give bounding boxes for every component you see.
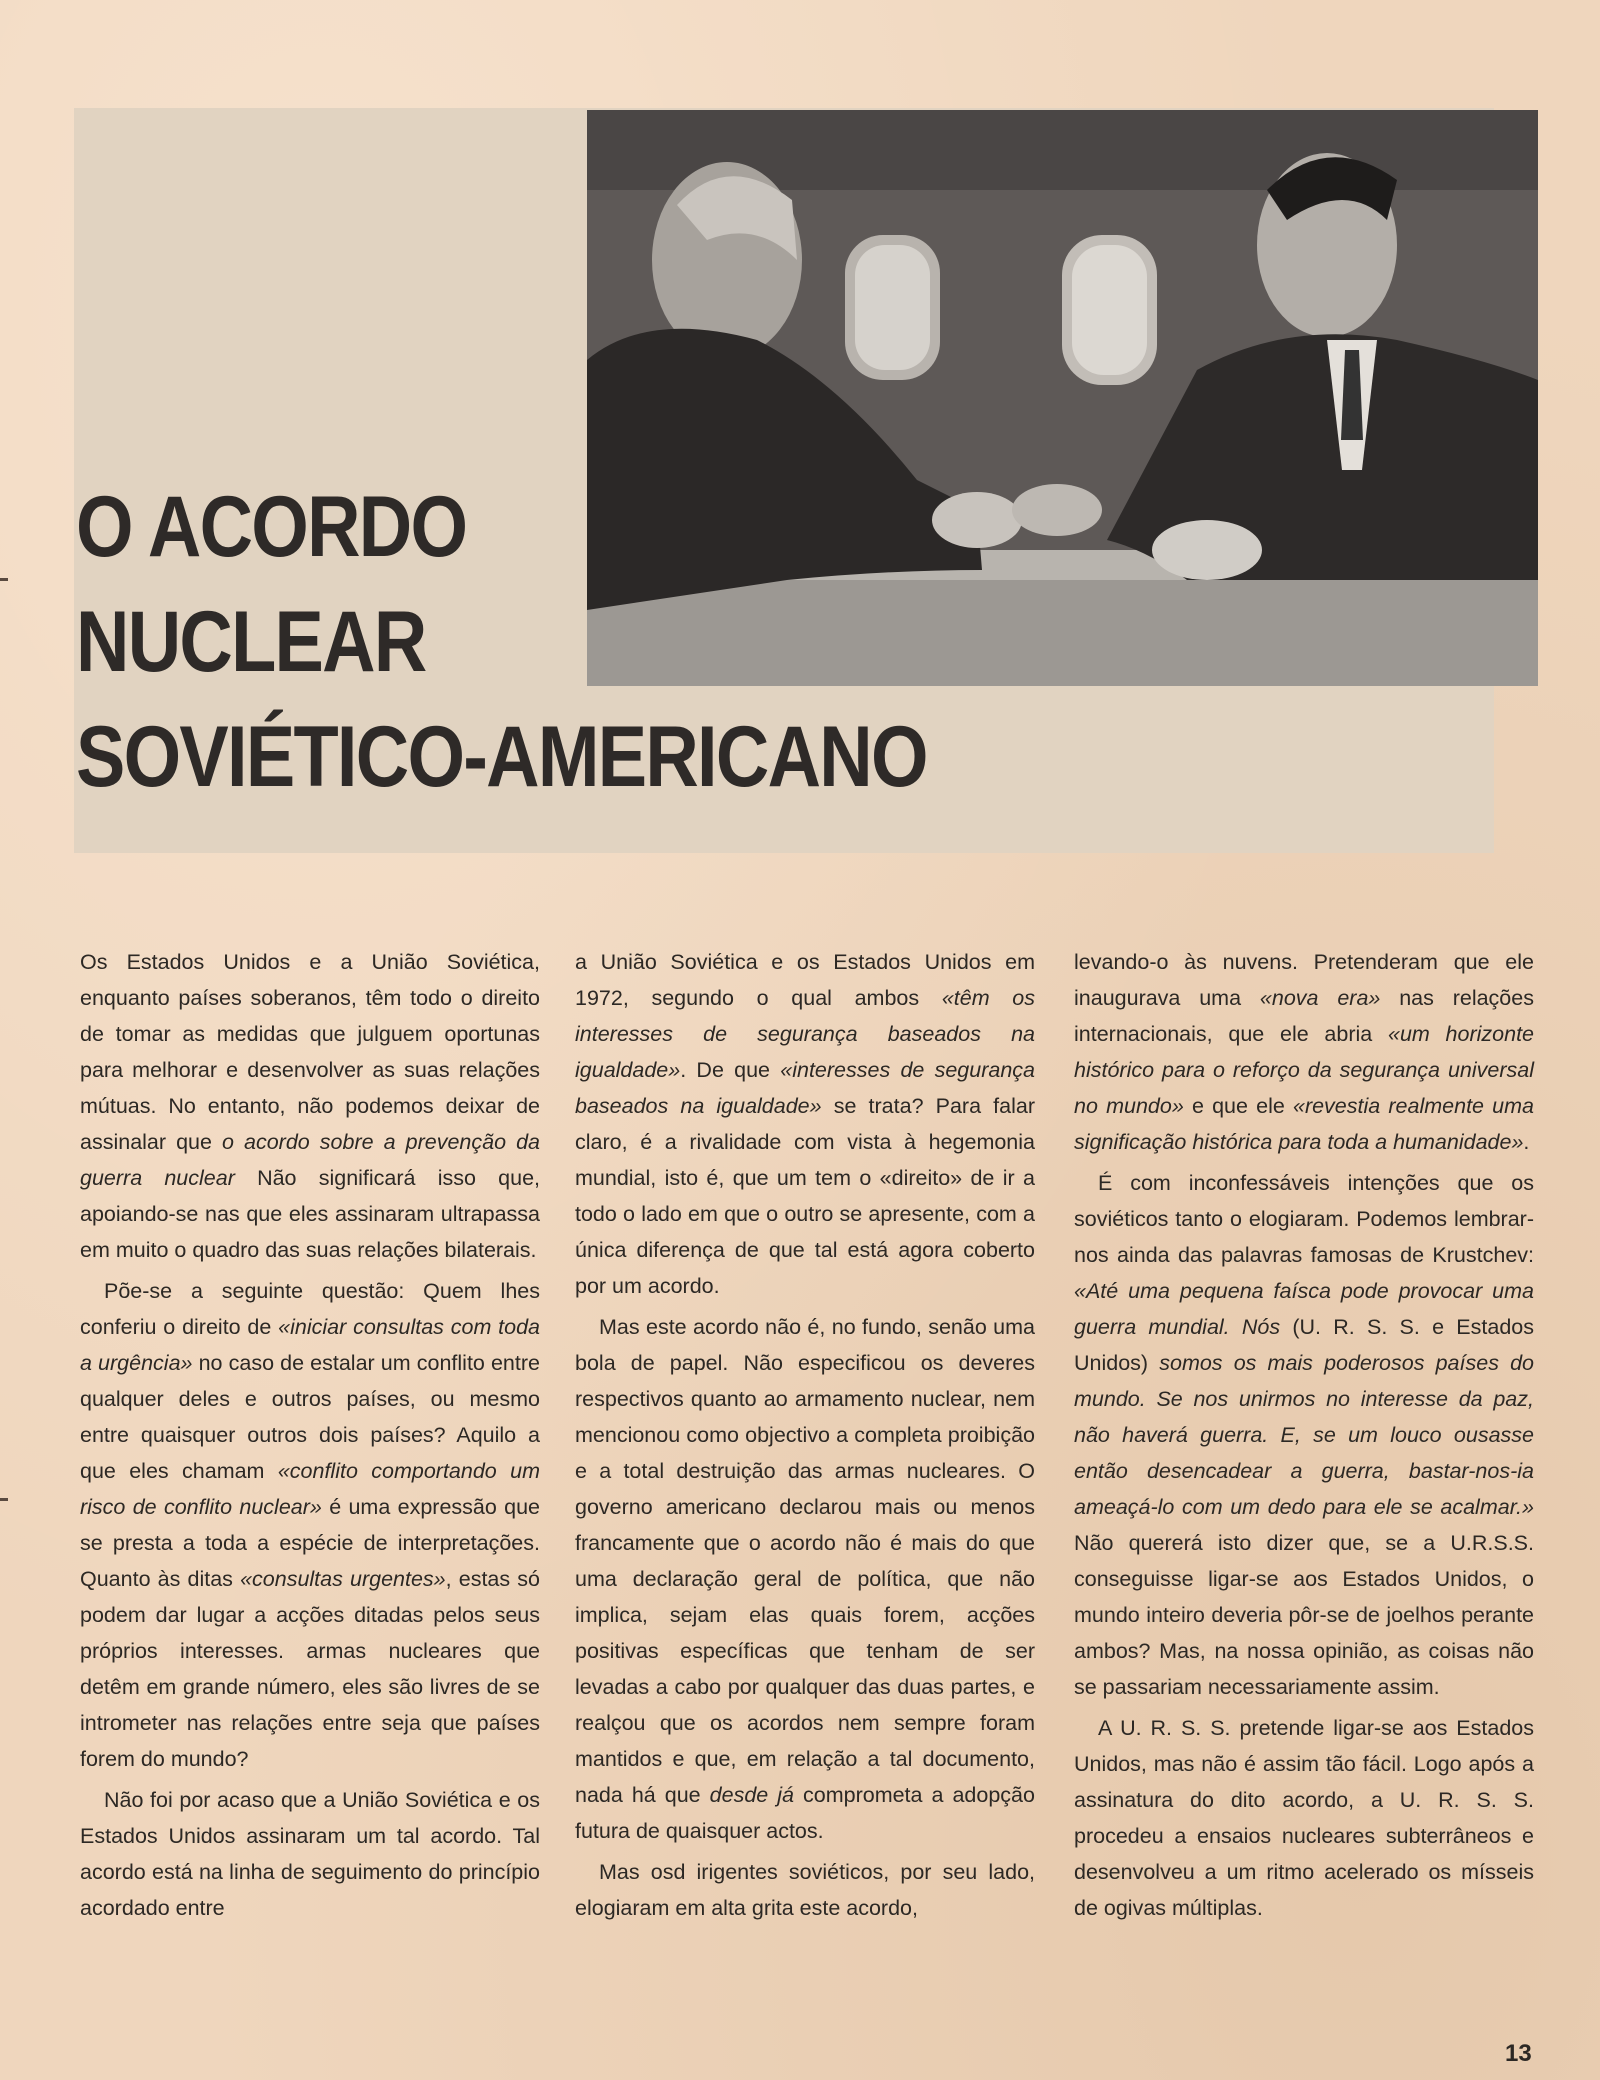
- italic-text: «iniciar consultas com toda a urgência»: [80, 1315, 541, 1375]
- text: levando-o às nuvens. Pretenderam que ele inaugurava uma: [1074, 950, 1534, 1010]
- text: e que ele: [1183, 1094, 1293, 1118]
- paragraph: [1074, 1710, 1534, 1926]
- page-number: 13: [1505, 2040, 1532, 2067]
- italic-text: «têm os interesses de segurança baseados na igualdade»: [575, 986, 1035, 1082]
- text: (U. R. S. S. e Estados Unidos): [1074, 1315, 1534, 1375]
- text: Mas osd irigentes soviéticos, por seu lado, elogiaram em alta grita este acordo,: [575, 1860, 1035, 1920]
- paragraph: [575, 1309, 1035, 1849]
- text: , estas só podem dar lugar a acções ditadas pelos seus próprios interesses. armas nucleares que detêm em grande número, eles são livres de se intrometer nas relações entre seja que países forem do mundo?: [80, 1567, 540, 1771]
- text: Não quererá isto dizer que, se a U.R.S.S. conseguisse ligar-se aos Estados Unidos, o mundo inteiro deveria pôr-se de joelhos perante ambos? Mas, na nossa opinião, as coisas não se passariam necessariamente assim.: [1074, 1531, 1534, 1699]
- text: A U. R. S. S. pretende ligar-se aos Estados Unidos, mas não é assim tão fácil. Logo após a assinatura do dito acordo, a U. R. S. S. procedeu a ensaios nucleares subterrâneos e desenvolveu a um ritmo acelerado os mísseis de ogivas múltiplas.: [1074, 1716, 1534, 1920]
- italic-text: «consultas urgentes»: [240, 1567, 446, 1591]
- italic-text: «conflito comportando um risco de conflito nuclear»: [80, 1459, 540, 1519]
- text: Os Estados Unidos e a União Soviética, enquanto países soberanos, têm todo o direito de tomar as medidas que julguem oportunas para melhorar e desenvolver as suas relações mútuas. No entanto, não podemos deixar de assinalar que: [80, 950, 540, 1154]
- paragraph: [80, 1782, 540, 1926]
- article-title: [76, 470, 1022, 815]
- text-column-3: [1074, 944, 1534, 1931]
- margin-mark: [0, 578, 8, 581]
- text: a União Soviética e os Estados Unidos em 1972, segundo o qual ambos: [575, 950, 1035, 1010]
- title-line-2: NUCLEAR: [76, 594, 426, 690]
- italic-text: «interesses de segurança baseados na igualdade»: [575, 1058, 1036, 1118]
- title-line-3: SOVIÉTICO-AMERICANO: [76, 709, 927, 805]
- italic-text: «nova era»: [1259, 986, 1381, 1010]
- paragraph: [80, 944, 540, 1268]
- title-line-1: O ACORDO: [76, 479, 467, 575]
- text: Não significará isso que, apoiando-se nas que eles assinaram ultrapassa em muito o quadro das suas relações bilaterais.: [80, 1166, 540, 1262]
- text: comprometa a adopção futura de quaisquer actos.: [575, 1783, 1035, 1843]
- text: . De que: [680, 1058, 781, 1082]
- text-column-2: [575, 944, 1035, 1931]
- text: É com inconfessáveis intenções que os soviéticos tanto o elogiaram. Podemos lembrar-nos ainda das palavras famosas de Krustchev:: [1074, 1171, 1534, 1267]
- margin-mark: [0, 1498, 8, 1501]
- italic-text: «revestia realmente uma significação histórica para toda a humanidade»: [1074, 1094, 1534, 1154]
- italic-text: o acordo sobre a prevenção da guerra nuclear: [80, 1130, 540, 1190]
- text: se trata? Para falar claro, é a rivalidade com vista à hegemonia mundial, isto é, que um tem o «direito» de ir a todo o lado em que o outro se apresente, com a única diferença de que tal está agora coberto por um acordo.: [575, 1094, 1035, 1298]
- text: Não foi por acaso que a União Soviética e os Estados Unidos assinaram um tal acordo. Tal acordo está na linha de seguimento do princípio acordado entre: [80, 1788, 540, 1920]
- paragraph: [80, 1273, 540, 1777]
- italic-text: somos os mais poderosos países do mundo. Se nos unirmos no interesse da paz, não haverá guerra. E, se um louco ousasse então desencadear a guerra, bastar-nos-ia ameaçá-lo com um dedo para ele se acalmar.»: [1074, 1351, 1534, 1519]
- italic-text: «Até uma pequena faísca pode provocar uma guerra mundial. Nós: [1074, 1279, 1534, 1339]
- text: no caso de estalar um conflito entre qualquer deles e outros países, ou mesmo entre quaisquer outros dois países? Aquilo a que eles chamam: [80, 1351, 540, 1483]
- italic-text: desde já: [709, 1783, 794, 1807]
- paragraph: [1074, 1165, 1534, 1705]
- text: .: [1523, 1130, 1530, 1154]
- italic-text: «um horizonte histórico para o reforço da segurança universal no mundo»: [1074, 1022, 1534, 1118]
- text: é uma expressão que se presta a toda a espécie de interpretações. Quanto às ditas: [80, 1495, 541, 1591]
- text: Mas este acordo não é, no fundo, senão uma bola de papel. Não especificou os deveres respectivos quanto ao armamento nuclear, nem mencionou como objectivo a completa proibição e a total destruição das armas nucleares. O governo americano declarou mais ou menos francamente que o acordo não é mais do que uma declaração geral de política, que não implica, sejam elas quais forem, acções positivas específicas que tenham de ser levadas a cabo por qualquer das duas partes, e realçou que os acordos nem sempre foram mantidos e que, em relação a tal documento, nada há que: [575, 1315, 1035, 1807]
- paragraph: [1074, 944, 1534, 1160]
- paragraph: [575, 944, 1035, 1304]
- text-column-1: [80, 944, 540, 1931]
- paragraph: [575, 1854, 1035, 1926]
- text: nas relações internacionais, que ele abria: [1074, 986, 1534, 1046]
- text: Põe-se a seguinte questão: Quem lhes conferiu o direito de: [80, 1279, 540, 1339]
